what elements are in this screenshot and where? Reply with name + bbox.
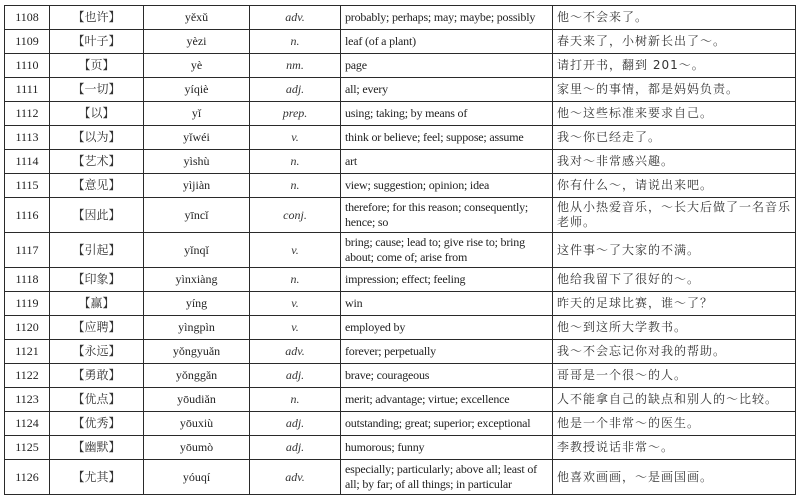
- part-of-speech: n.: [250, 268, 341, 292]
- chinese-word: 【优秀】: [50, 412, 144, 436]
- entry-number: 1118: [5, 268, 50, 292]
- definition: forever; perpetually: [341, 340, 553, 364]
- definition: win: [341, 292, 553, 316]
- part-of-speech: nm.: [250, 54, 341, 78]
- example-sentence: 这件事～了大家的不满。: [553, 233, 796, 268]
- entry-number: 1112: [5, 102, 50, 126]
- part-of-speech: adj.: [250, 364, 341, 388]
- example-sentence: 我对～非常感兴趣。: [553, 150, 796, 174]
- entry-number: 1122: [5, 364, 50, 388]
- pinyin: yǒngyuǎn: [144, 340, 250, 364]
- table-row: [5, 412, 796, 436]
- part-of-speech: n.: [250, 174, 341, 198]
- pinyin: yìshù: [144, 150, 250, 174]
- entry-number: 1116: [5, 198, 50, 233]
- chinese-word: 【以为】: [50, 126, 144, 150]
- pinyin: yōudiǎn: [144, 388, 250, 412]
- example-sentence: 李教授说话非常～。: [553, 436, 796, 460]
- pinyin: yōumò: [144, 436, 250, 460]
- table-row: [5, 292, 796, 316]
- chinese-word: 【叶子】: [50, 30, 144, 54]
- entry-number: 1113: [5, 126, 50, 150]
- part-of-speech: adj.: [250, 78, 341, 102]
- pinyin: yěxǔ: [144, 6, 250, 30]
- table-row: [5, 6, 796, 30]
- pinyin: yìngpìn: [144, 316, 250, 340]
- table-row: [5, 364, 796, 388]
- part-of-speech: adj.: [250, 412, 341, 436]
- pinyin: yè: [144, 54, 250, 78]
- part-of-speech: v.: [250, 292, 341, 316]
- entry-number: 1111: [5, 78, 50, 102]
- chinese-word: 【以】: [50, 102, 144, 126]
- definition: employed by: [341, 316, 553, 340]
- definition: brave; courageous: [341, 364, 553, 388]
- vocabulary-table: [4, 5, 796, 495]
- entry-number: 1115: [5, 174, 50, 198]
- definition: especially; particularly; above all; least of all; by far; of all things; in particular: [341, 460, 553, 495]
- pinyin: yīncǐ: [144, 198, 250, 233]
- chinese-word: 【赢】: [50, 292, 144, 316]
- entry-number: 1123: [5, 388, 50, 412]
- pinyin: yǐnqǐ: [144, 233, 250, 268]
- example-sentence: 他～这些标准来要求自己。: [553, 102, 796, 126]
- definition: probably; perhaps; may; maybe; possibly: [341, 6, 553, 30]
- pinyin: yóuqí: [144, 460, 250, 495]
- chinese-word: 【意见】: [50, 174, 144, 198]
- table-row: [5, 54, 796, 78]
- entry-number: 1124: [5, 412, 50, 436]
- entry-number: 1110: [5, 54, 50, 78]
- part-of-speech: adv.: [250, 460, 341, 495]
- example-sentence: 我～你已经走了。: [553, 126, 796, 150]
- chinese-word: 【尤其】: [50, 460, 144, 495]
- pinyin: yǒnggǎn: [144, 364, 250, 388]
- pinyin: yìjiàn: [144, 174, 250, 198]
- definition: art: [341, 150, 553, 174]
- part-of-speech: n.: [250, 388, 341, 412]
- chinese-word: 【一切】: [50, 78, 144, 102]
- chinese-word: 【页】: [50, 54, 144, 78]
- example-sentence: 我～不会忘记你对我的帮助。: [553, 340, 796, 364]
- example-sentence: 他是一个非常～的医生。: [553, 412, 796, 436]
- definition: think or believe; feel; suppose; assume: [341, 126, 553, 150]
- table-row: [5, 150, 796, 174]
- example-sentence: 他喜欢画画，～是画国画。: [553, 460, 796, 495]
- entry-number: 1117: [5, 233, 50, 268]
- entry-number: 1120: [5, 316, 50, 340]
- definition: leaf (of a plant): [341, 30, 553, 54]
- definition: bring; cause; lead to; give rise to; bring about; come of; arise from: [341, 233, 553, 268]
- table-row: [5, 126, 796, 150]
- chinese-word: 【应聘】: [50, 316, 144, 340]
- definition: using; taking; by means of: [341, 102, 553, 126]
- table-row: [5, 30, 796, 54]
- table-row: [5, 102, 796, 126]
- definition: all; every: [341, 78, 553, 102]
- entry-number: 1121: [5, 340, 50, 364]
- pinyin: yíqiè: [144, 78, 250, 102]
- entry-number: 1125: [5, 436, 50, 460]
- example-sentence: 春天来了，小树新长出了～。: [553, 30, 796, 54]
- part-of-speech: v.: [250, 233, 341, 268]
- part-of-speech: n.: [250, 150, 341, 174]
- part-of-speech: adv.: [250, 340, 341, 364]
- part-of-speech: v.: [250, 126, 341, 150]
- chinese-word: 【印象】: [50, 268, 144, 292]
- part-of-speech: prep.: [250, 102, 341, 126]
- definition: impression; effect; feeling: [341, 268, 553, 292]
- part-of-speech: v.: [250, 316, 341, 340]
- entry-number: 1126: [5, 460, 50, 495]
- pinyin: yìnxiàng: [144, 268, 250, 292]
- table-row: [5, 316, 796, 340]
- example-sentence: 哥哥是一个很～的人。: [553, 364, 796, 388]
- pinyin: yíng: [144, 292, 250, 316]
- definition: therefore; for this reason; consequently; hence; so: [341, 198, 553, 233]
- pinyin: yōuxiù: [144, 412, 250, 436]
- part-of-speech: adj.: [250, 436, 341, 460]
- table-row: [5, 233, 796, 268]
- pinyin: yèzi: [144, 30, 250, 54]
- chinese-word: 【优点】: [50, 388, 144, 412]
- example-sentence: 人不能拿自己的缺点和别人的～比较。: [553, 388, 796, 412]
- table-row: [5, 198, 796, 233]
- example-sentence: 他～到这所大学教书。: [553, 316, 796, 340]
- chinese-word: 【永远】: [50, 340, 144, 364]
- definition: page: [341, 54, 553, 78]
- example-sentence: 请打开书，翻到 201～。: [553, 54, 796, 78]
- entry-number: 1109: [5, 30, 50, 54]
- definition: humorous; funny: [341, 436, 553, 460]
- part-of-speech: adv.: [250, 6, 341, 30]
- example-sentence: 他～不会来了。: [553, 6, 796, 30]
- table-row: [5, 174, 796, 198]
- chinese-word: 【也许】: [50, 6, 144, 30]
- definition: view; suggestion; opinion; idea: [341, 174, 553, 198]
- chinese-word: 【因此】: [50, 198, 144, 233]
- chinese-word: 【引起】: [50, 233, 144, 268]
- example-sentence: 家里～的事情，都是妈妈负责。: [553, 78, 796, 102]
- table-row: [5, 460, 796, 495]
- definition: merit; advantage; virtue; excellence: [341, 388, 553, 412]
- entry-number: 1108: [5, 6, 50, 30]
- pinyin: yǐwéi: [144, 126, 250, 150]
- example-sentence: 他从小热爱音乐，～长大后做了一名音乐老师。: [553, 198, 796, 233]
- entry-number: 1119: [5, 292, 50, 316]
- example-sentence: 你有什么～，请说出来吧。: [553, 174, 796, 198]
- table-row: [5, 388, 796, 412]
- chinese-word: 【勇敢】: [50, 364, 144, 388]
- part-of-speech: n.: [250, 30, 341, 54]
- table-row: [5, 78, 796, 102]
- example-sentence: 他给我留下了很好的～。: [553, 268, 796, 292]
- table-row: [5, 340, 796, 364]
- chinese-word: 【艺术】: [50, 150, 144, 174]
- definition: outstanding; great; superior; exceptional: [341, 412, 553, 436]
- chinese-word: 【幽默】: [50, 436, 144, 460]
- part-of-speech: conj.: [250, 198, 341, 233]
- pinyin: yǐ: [144, 102, 250, 126]
- example-sentence: 昨天的足球比赛，谁～了？: [553, 292, 796, 316]
- table-row: [5, 436, 796, 460]
- entry-number: 1114: [5, 150, 50, 174]
- table-row: [5, 268, 796, 292]
